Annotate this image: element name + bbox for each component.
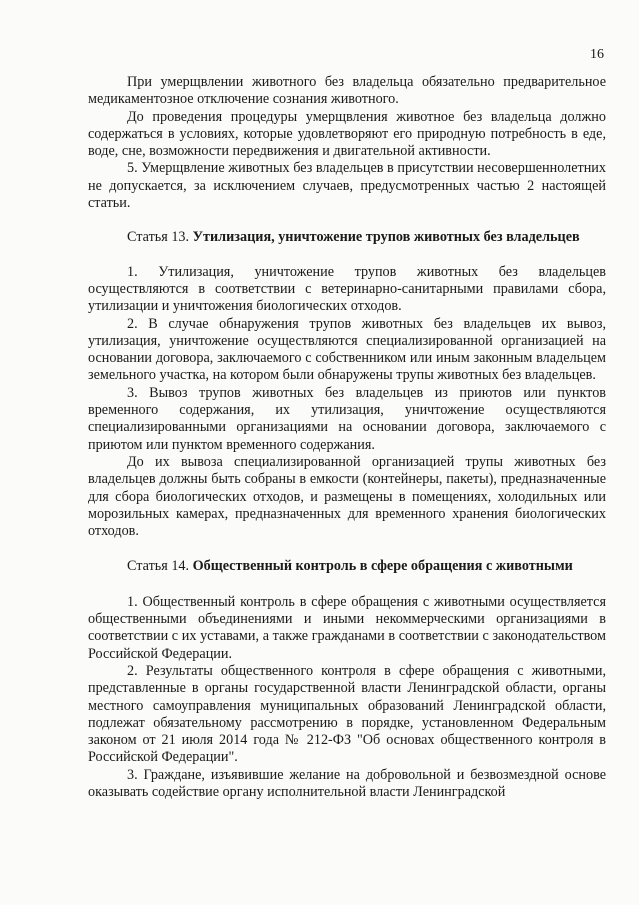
article-14-heading [88,558,606,575]
paragraph: 3. Граждане, изъявившие желание на добровольной и безвозмездной основе оказывать содействие органу исполнительной власти Ленинградской [88,766,606,800]
paragraph: 2. Результаты общественного контроля в сфере обращения с животными, представленные в органы государственной власти Ленинградской области, органы местного самоуправления муниципальных образований Ленинградской области, подлежат обязательному рассмотрению в порядке, установленном Федеральным законом от 21 июля 2014 года № 212-ФЗ "Об основах общественного контроля в Российской Федерации". [88,662,606,766]
paragraph: 1. Общественный контроль в сфере обращения с животными осуществляется общественными объединениями и иными некоммерческими организациями в соответствии с их уставами, а также гражданами в соответствии с законодательством Российской Федерации. [88,593,606,662]
paragraph: 1. Утилизация, уничтожение трупов животных без владельцев осуществляются в соответствии с ветеринарно-санитарными правилами сбора, утилизации и уничтожения биологических отходов. [88,263,606,315]
paragraph: До их вывоза специализированной организацией трупы животных без владельцев должны быть собраны в емкости (контейнеры, пакеты), предназначенные для сбора биологических отходов, и размещены в помещениях, холодильных или морозильных камерах, предназначенных для временного хранения биологических отходов. [88,453,606,540]
article-13-heading [88,229,606,246]
article-13-number: Статья 13. [127,229,190,246]
article-14-number: Статья 14. [127,558,190,575]
paragraph: 3. Вывоз трупов животных без владельцев из приютов или пунктов временного содержания, их утилизация, уничтожение осуществляются специализированными организациями на основании договора, заключаемого с приютом или пунктом временного содержания. [88,384,606,453]
paragraph: При умерщвлении животного без владельца обязательно предварительное медикаментозное отключение сознания животного. [88,74,606,108]
paragraph: До проведения процедуры умерщвления животное без владельца должно содержаться в условиях, которые удовлетворяют его природную потребность в еде, воде, сне, возможности передвижения и двигательной активности. [88,108,606,160]
document-body [88,74,606,801]
paragraph: 2. В случае обнаружения трупов животных без владельцев их вывоз, утилизация, уничтожение осуществляются специализированной организацией на основании договора, заключаемого с собственником или иным законным владельцем земельного участка, на котором были обнаружены трупы животных без владельцев. [88,315,606,384]
page-number: 16 [590,47,604,62]
article-13-title: Утилизация, уничтожение трупов животных без владельцев [192,229,580,246]
article-14-title: Общественный контроль в сфере обращения с животными [192,558,573,575]
paragraph: 5. Умерщвление животных без владельцев в присутствии несовершеннолетних не допускается, за исключением случаев, предусмотренных частью 2 настоящей статьи. [88,160,606,212]
